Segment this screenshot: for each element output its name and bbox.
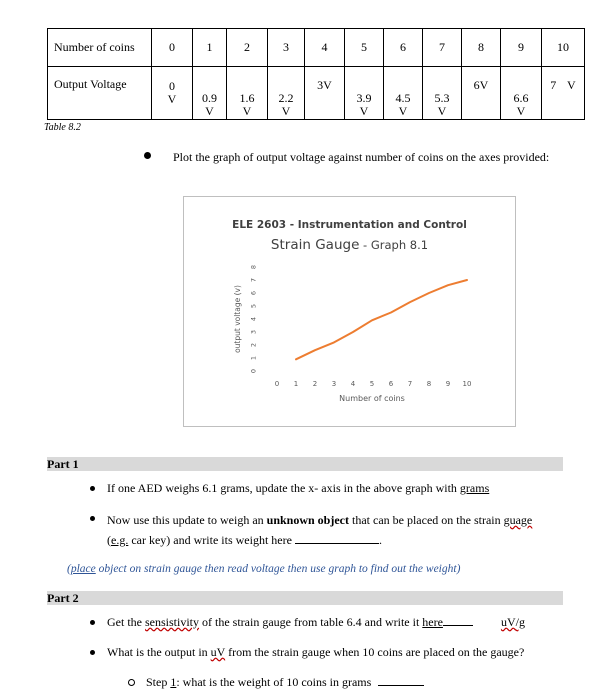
- y-tick-label: 1: [249, 355, 258, 361]
- row-label-voltage: Output Voltage: [48, 67, 152, 120]
- voltage-cell: 4.5 V: [384, 67, 423, 120]
- y-tick-label: 2: [249, 342, 258, 348]
- chart-title: ELE 2603 - Instrumentation and Control: [232, 219, 467, 231]
- voltage-cell: 0 V: [152, 67, 193, 120]
- row-label-coins: Number of coins: [48, 29, 152, 67]
- part1-bullet1: If one AED weighs 6.1 grams, update the x- axis in the above graph with grams: [107, 481, 490, 495]
- voltage-cell: 6.6 V: [501, 67, 542, 120]
- x-axis-label: Number of coins: [339, 394, 405, 403]
- coin-cell: 5: [345, 29, 384, 67]
- bullet-icon: [144, 152, 151, 159]
- chart-subtitle: Strain Gauge - Graph 8.1: [270, 237, 429, 253]
- voltage-cell: 3.9 V: [345, 67, 384, 120]
- coin-cell: 4: [305, 29, 345, 67]
- voltage-cell: 5.3 V: [423, 67, 462, 120]
- y-axis-label: output voltage (v): [233, 285, 242, 353]
- x-tick-label: 5: [369, 380, 375, 388]
- part2-bullet1: Get the sensistivity of the strain gauge from table 6.4 and write it here uV/g: [107, 615, 525, 629]
- coin-cell: 0: [152, 29, 193, 67]
- coin-cell: 7: [423, 29, 462, 67]
- bullet-icon: [90, 620, 95, 625]
- circle-bullet-icon: [128, 679, 135, 686]
- voltage-cell: 7 V: [542, 67, 585, 120]
- coins-row: [48, 29, 585, 67]
- x-tick-label: 0: [274, 380, 280, 388]
- bullet-icon: [90, 486, 95, 491]
- part1-bullet2: Now use this update to weigh an unknown object that can be placed on the strain guage (e.g. car key) and write its weight here .: [107, 513, 533, 547]
- coin-cell: 1: [193, 29, 227, 67]
- y-tick-label: 5: [249, 303, 258, 309]
- chart-canvas: [184, 197, 515, 426]
- part2-heading-bar: [47, 591, 563, 605]
- y-tick-label: 0: [249, 368, 258, 374]
- coin-cell: 9: [501, 29, 542, 67]
- sensitivity-answer-blank[interactable]: [443, 614, 473, 626]
- coin-cell: 2: [227, 29, 268, 67]
- plot-instruction: Plot the graph of output voltage against number of coins on the axes provided:: [173, 150, 550, 164]
- voltage-series-line: [296, 280, 467, 359]
- y-tick-label: 6: [249, 290, 258, 296]
- coin-cell: 6: [384, 29, 423, 67]
- x-tick-label: 1: [293, 380, 299, 388]
- part2-bullet2: What is the output in uV from the strain gauge when 10 coins are placed on the gauge?: [107, 645, 525, 659]
- x-tick-label: 6: [388, 380, 394, 388]
- x-tick-label: 8: [426, 380, 432, 388]
- table-caption: Table 8.2: [44, 122, 81, 133]
- voltage-cell: 6V: [462, 67, 501, 120]
- x-tick-label: 7: [407, 380, 413, 388]
- voltage-row: [48, 67, 585, 120]
- y-tick-label: 3: [249, 329, 258, 335]
- y-tick-label: 4: [249, 316, 258, 322]
- coin-cell: 3: [268, 29, 305, 67]
- voltage-cell: 2.2 V: [268, 67, 305, 120]
- part1-heading-bar: [47, 457, 563, 471]
- voltage-cell: 0.9 V: [193, 67, 227, 120]
- x-tick-label: 3: [331, 380, 337, 388]
- x-tick-label: 4: [350, 380, 356, 388]
- x-tick-label: 2: [312, 380, 318, 388]
- part2-step1: Step 1: what is the weight of 10 coins in grams: [146, 674, 576, 690]
- part1-heading: Part 1: [47, 457, 79, 471]
- part1-hint: (place object on strain gauge then read voltage then use graph to find out the weight): [67, 563, 461, 575]
- x-tick-label: 9: [445, 380, 451, 388]
- y-tick-label: 8: [249, 264, 258, 270]
- weight-answer-blank[interactable]: [295, 532, 379, 544]
- bullet-icon: [90, 650, 95, 655]
- voltage-cell: 1.6 V: [227, 67, 268, 120]
- coins-voltage-table: [47, 28, 585, 120]
- voltage-cell: 3V: [305, 67, 345, 120]
- y-tick-label: 7: [249, 277, 258, 283]
- part2-heading: Part 2: [47, 591, 79, 605]
- coins-weight-answer-blank[interactable]: [378, 674, 424, 686]
- strain-gauge-graph: [183, 196, 516, 427]
- bullet-icon: [90, 516, 95, 521]
- coin-cell: 10: [542, 29, 585, 67]
- x-tick-label: 10: [462, 380, 472, 388]
- coin-cell: 8: [462, 29, 501, 67]
